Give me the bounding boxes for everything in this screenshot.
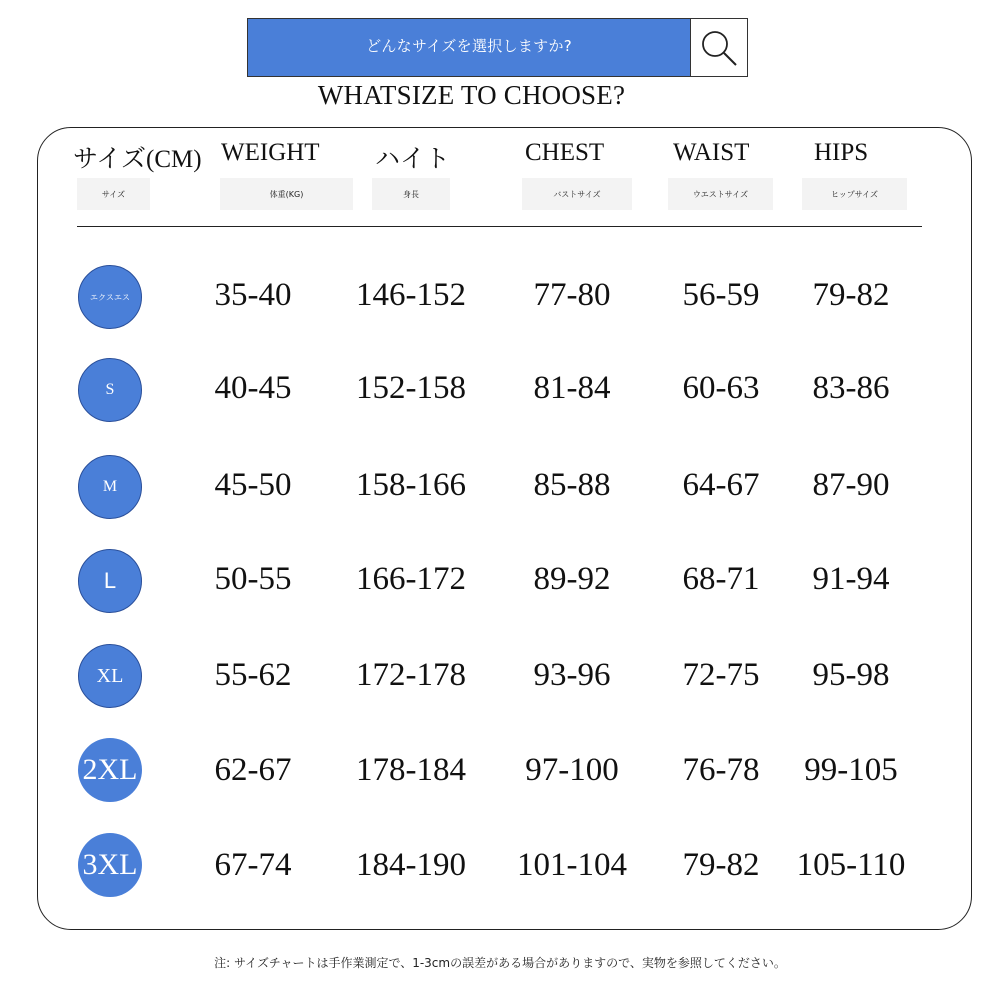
- cell-height: 166-172: [356, 561, 466, 597]
- cell-hips: 87-90: [812, 467, 890, 503]
- cell-hips: 95-98: [812, 657, 890, 693]
- footnote: 注: サイズチャートは手作業測定で、1-3cmの誤差がある場合がありますので、実物を参照してください。: [214, 956, 786, 970]
- header-chest: CHEST: [525, 139, 605, 166]
- subheader-height: 身長: [372, 178, 450, 210]
- cell-chest: 89-92: [533, 561, 611, 597]
- subheader-chest: バストサイズ: [522, 178, 632, 210]
- cell-chest: 81-84: [533, 370, 611, 406]
- header-divider: [77, 226, 922, 227]
- cell-waist: 68-71: [682, 561, 760, 597]
- cell-hips: 99-105: [804, 752, 898, 788]
- subheader-weight: 体重(KG): [220, 178, 353, 210]
- cell-waist: 76-78: [682, 752, 760, 788]
- cell-weight: 40-45: [214, 370, 292, 406]
- header-size: サイズ(CM): [73, 146, 202, 173]
- search-bar: [247, 18, 748, 77]
- size-badge: S: [78, 358, 142, 422]
- size-badge: 2XL: [78, 738, 142, 802]
- cell-chest: 101-104: [517, 847, 627, 883]
- size-table-frame: [37, 127, 972, 930]
- size-badge: L: [78, 549, 142, 613]
- subheader-waist: ウエストサイズ: [668, 178, 773, 210]
- cell-height: 184-190: [356, 847, 466, 883]
- size-badge: XL: [78, 644, 142, 708]
- cell-weight: 67-74: [214, 847, 292, 883]
- search-icon: [697, 26, 741, 70]
- cell-weight: 55-62: [214, 657, 292, 693]
- cell-hips: 91-94: [812, 561, 890, 597]
- size-badge: M: [78, 455, 142, 519]
- cell-weight: 45-50: [214, 467, 292, 503]
- cell-chest: 97-100: [525, 752, 619, 788]
- subheader-size: サイズ: [77, 178, 150, 210]
- cell-height: 146-152: [356, 277, 466, 313]
- cell-waist: 64-67: [682, 467, 760, 503]
- cell-height: 172-178: [356, 657, 466, 693]
- cell-chest: 93-96: [533, 657, 611, 693]
- cell-waist: 72-75: [682, 657, 760, 693]
- cell-hips: 105-110: [796, 847, 906, 883]
- cell-hips: 79-82: [812, 277, 890, 313]
- subheader-hips: ヒップサイズ: [802, 178, 907, 210]
- cell-waist: 60-63: [682, 370, 760, 406]
- search-button[interactable]: [690, 19, 747, 76]
- cell-chest: 77-80: [533, 277, 611, 313]
- cell-hips: 83-86: [812, 370, 890, 406]
- cell-weight: 50-55: [214, 561, 292, 597]
- page-title: WHATSIZE TO CHOOSE?: [317, 80, 626, 110]
- search-input[interactable]: どんなサイズを選択しますか?: [248, 19, 690, 76]
- header-waist: WAIST: [673, 139, 750, 166]
- size-badge: 3XL: [78, 833, 142, 897]
- cell-weight: 35-40: [214, 277, 292, 313]
- size-badge: エクスエス: [78, 265, 142, 329]
- cell-height: 178-184: [356, 752, 466, 788]
- cell-height: 158-166: [356, 467, 466, 503]
- header-height: ハイト: [375, 146, 451, 173]
- header-hips: HIPS: [814, 139, 869, 166]
- cell-waist: 56-59: [682, 277, 760, 313]
- cell-weight: 62-67: [214, 752, 292, 788]
- cell-height: 152-158: [356, 370, 466, 406]
- cell-waist: 79-82: [682, 847, 760, 883]
- header-weight: WEIGHT: [221, 139, 320, 166]
- cell-chest: 85-88: [533, 467, 611, 503]
